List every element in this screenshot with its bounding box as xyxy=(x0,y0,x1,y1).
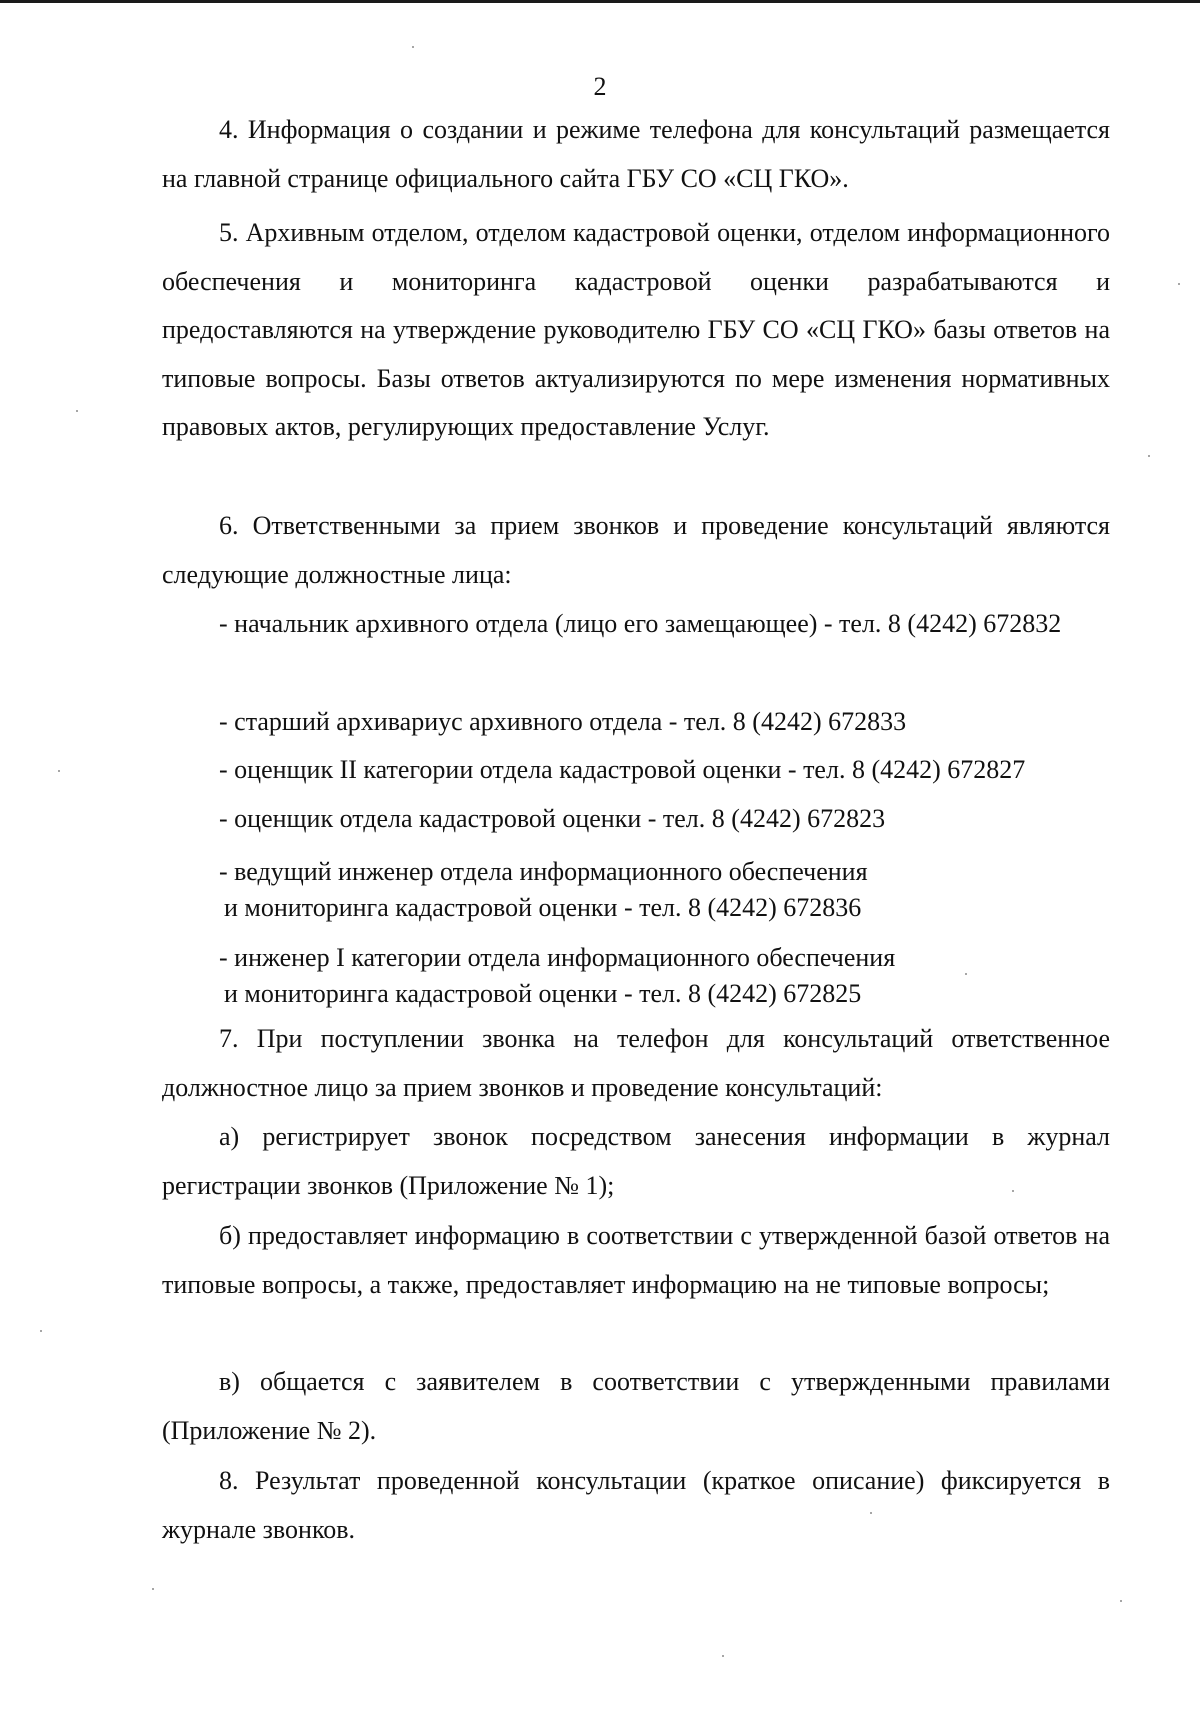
list-item-engineer-cat-1-line-1: - инженер I категории отдела информационного обеспечения xyxy=(219,943,896,972)
paragraph-7a-text: а) регистрирует звонок посредством занесения информации в журнал регистрации звонков (Приложение № 1); xyxy=(162,1122,1110,1200)
list-item-appraiser-cat-2: - оценщик II категории отдела кадастровой оценки - тел. 8 (4242) 672827 xyxy=(219,755,1026,784)
list-item-appraiser: - оценщик отдела кадастровой оценки - тел. 8 (4242) 672823 xyxy=(219,804,886,833)
scan-top-edge xyxy=(0,0,1200,3)
paragraph-4 xyxy=(162,106,1110,203)
scan-speck xyxy=(58,770,60,772)
paragraph-5 xyxy=(162,209,1110,452)
paragraph-7 xyxy=(162,1015,1110,1112)
scan-speck xyxy=(722,1655,724,1657)
scan-speck xyxy=(870,1512,872,1514)
list-item-senior-archivist: - старший архивариус архивного отдела - тел. 8 (4242) 672833 xyxy=(219,707,907,736)
paragraph-8-text: 8. Результат проведенной консультации (краткое описание) фиксируется в журнале звонков. xyxy=(162,1466,1110,1544)
scan-speck xyxy=(965,973,967,975)
paragraph-5-text: 5. Архивным отделом, отделом кадастровой оценки, отделом информационного обеспечения и мониторинга кадастровой оценки разрабатываются и предоставляются на утверждение руководителю ГБУ СО «СЦ ГКО» базы ответов на типовые вопросы. Базы ответов актуализируются по мере изменения нормативных правовых актов, регулирующих предоставление Услуг. xyxy=(162,218,1110,442)
list-item-lead-engineer-line-2: и мониторинга кадастровой оценки - тел. 8 (4242) 672836 xyxy=(224,893,862,922)
page-number: 2 xyxy=(593,72,607,101)
list-item-head-of-archive: - начальник архивного отдела (лицо его замещающее) - тел. 8 (4242) 672832 xyxy=(219,609,1062,638)
scan-speck xyxy=(1120,1600,1122,1602)
scan-speck xyxy=(1178,283,1180,285)
scan-speck xyxy=(40,1330,42,1332)
list-item-lead-engineer-line-1: - ведущий инженер отдела информационного обеспечения xyxy=(219,857,868,886)
paragraph-8 xyxy=(162,1457,1110,1554)
paragraph-7c xyxy=(162,1358,1110,1455)
paragraph-6 xyxy=(162,502,1110,599)
list-item-engineer-cat-1-line-2: и мониторинга кадастровой оценки - тел. 8 (4242) 672825 xyxy=(224,979,862,1008)
scan-speck xyxy=(412,46,414,48)
paragraph-7c-text: в) общается с заявителем в соответствии с утвержденными правилами (Приложение № 2). xyxy=(162,1367,1110,1445)
paragraph-6-text: 6. Ответственными за прием звонков и проведение консультаций являются следующие должностные лица: xyxy=(162,511,1110,589)
responsible-list-item-1 xyxy=(162,600,1110,649)
paragraph-7b-text: б) предоставляет информацию в соответствии с утвержденной базой ответов на типовые вопросы, а также, предоставляет информацию на не типовые вопросы; xyxy=(162,1221,1110,1299)
paragraph-4-text: 4. Информация о создании и режиме телефона для консультаций размещается на главной странице официального сайта ГБУ СО «СЦ ГКО». xyxy=(162,115,1110,193)
paragraph-7b xyxy=(162,1212,1110,1309)
scan-speck xyxy=(1148,455,1150,457)
responsible-list xyxy=(219,704,1110,1012)
paragraph-7a xyxy=(162,1113,1110,1210)
scan-speck xyxy=(152,1588,154,1590)
paragraph-7-text: 7. При поступлении звонка на телефон для консультаций ответственное должностное лицо за прием звонков и проведение консультаций: xyxy=(162,1024,1110,1102)
scan-speck xyxy=(1012,1190,1014,1192)
scan-speck xyxy=(76,410,78,412)
